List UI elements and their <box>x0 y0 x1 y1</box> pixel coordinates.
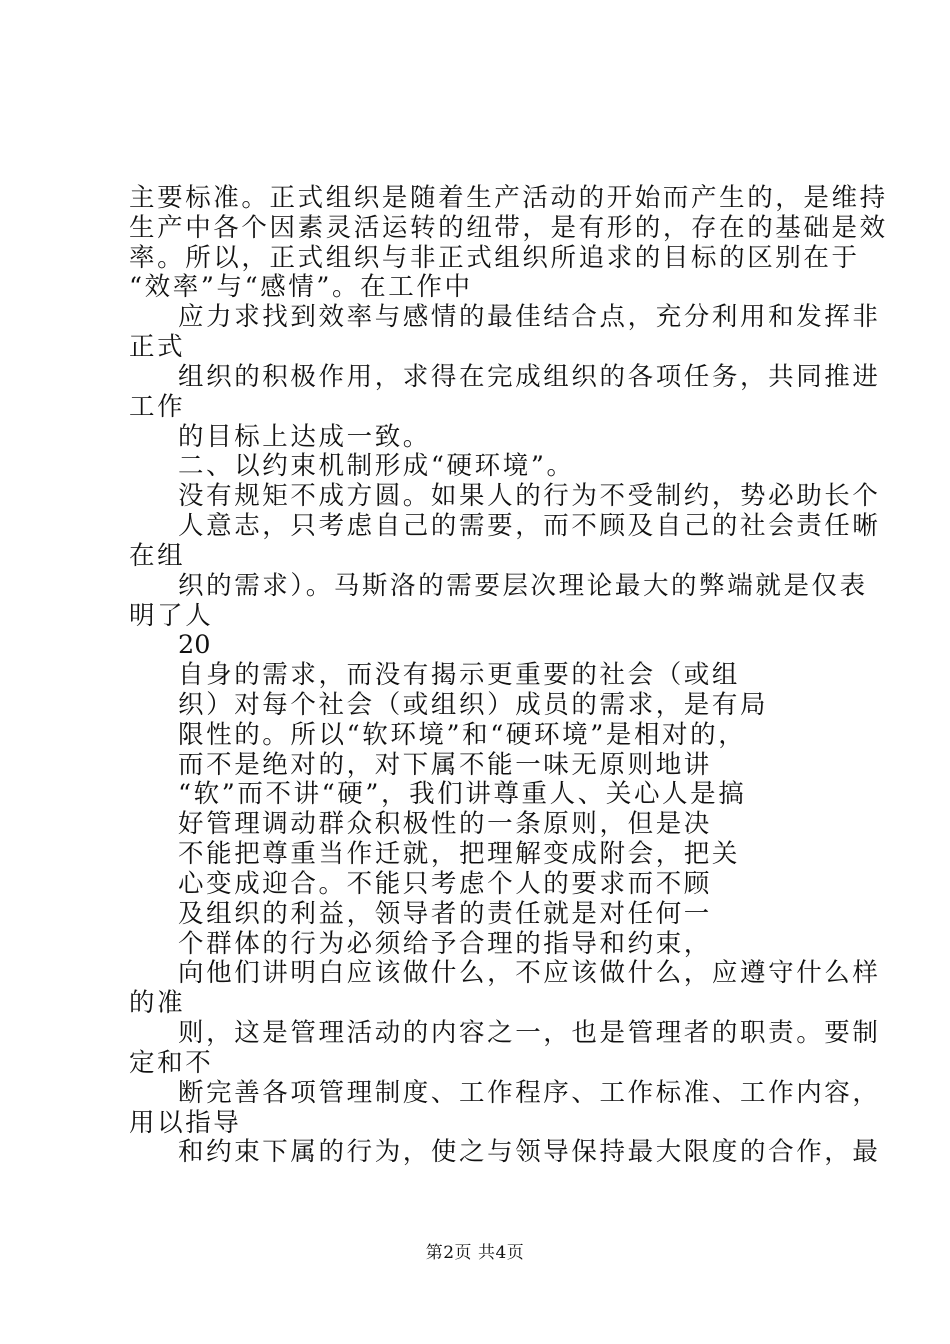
text-line: 定和不 <box>129 1048 214 1078</box>
text-line: 限性的。所以“软环境”和“硬环境”是相对的， <box>178 720 747 750</box>
section-heading: 二、以约束机制形成“硬环境”。 <box>178 451 575 481</box>
text-line: 心变成迎合。不能只考虑个人的要求而不顾 <box>178 869 712 899</box>
text-line: 组织的积极作用，求得在完成组织的各项任务，共同推进 <box>178 362 881 392</box>
text-line: 应力求找到效率与感情的最佳结合点，充分利用和发挥非 <box>178 302 881 332</box>
inline-number: 20 <box>178 630 211 660</box>
text-line: 的目标上达成一致。 <box>178 422 431 452</box>
text-line: 向他们讲明白应该做什么，不应该做什么，应遵守什么样 <box>178 958 881 988</box>
text-line: 主要标准。正式组织是随着生产活动的开始而产生的，是维持 <box>129 183 888 213</box>
text-line: 而不是绝对的，对下属不能一味无原则地讲 <box>178 750 712 780</box>
text-line: 率。所以，正式组织与非正式组织所追求的目标的区别在于 <box>129 243 860 273</box>
page-footer: 第2页 共4页 <box>425 1243 525 1263</box>
text-line: 和约束下属的行为，使之与领导保持最大限度的合作，最 <box>178 1137 881 1167</box>
text-line: 人意志，只考虑自己的需要，而不顾及自己的社会责任晰 <box>178 511 881 541</box>
text-line: 则，这是管理活动的内容之一，也是管理者的职责。要制 <box>178 1018 881 1048</box>
text-line: 个群体的行为必须给予合理的指导和约束， <box>178 929 712 959</box>
text-line: 没有规矩不成方圆。如果人的行为不受制约，势必助长个 <box>178 481 881 511</box>
text-line: “软”而不讲“硬”，我们讲尊重人、关心人是搞 <box>178 779 747 809</box>
text-line: 织的需求）。马斯洛的需要层次理论最大的弊端就是仅表 <box>178 571 868 601</box>
text-line: 不能把尊重当作迁就，把理解变成附会，把关 <box>178 839 741 869</box>
text-line: 生产中各个因素灵活运转的纽带，是有形的，存在的基础是效 <box>129 213 888 243</box>
text-line: 正式 <box>129 332 186 362</box>
text-line: “效率”与“感情”。在工作中 <box>129 272 473 302</box>
text-line: 断完善各项管理制度、工作程序、工作标准、工作内容， <box>178 1078 881 1108</box>
text-line: 在组 <box>129 541 186 571</box>
text-line: 的准 <box>129 988 186 1018</box>
text-line: 工作 <box>129 392 186 422</box>
text-line: 用以指导 <box>129 1108 242 1138</box>
text-line: 自身的需求，而没有揭示更重要的社会（或组 <box>178 660 741 690</box>
text-line: 好管理调动群众积极性的一条原则，但是决 <box>178 809 712 839</box>
text-line: 明了人 <box>129 601 214 631</box>
text-line: 及组织的利益，领导者的责任就是对任何一 <box>178 899 712 929</box>
text-line: 织）对每个社会（或组织）成员的需求，是有局 <box>178 690 769 720</box>
